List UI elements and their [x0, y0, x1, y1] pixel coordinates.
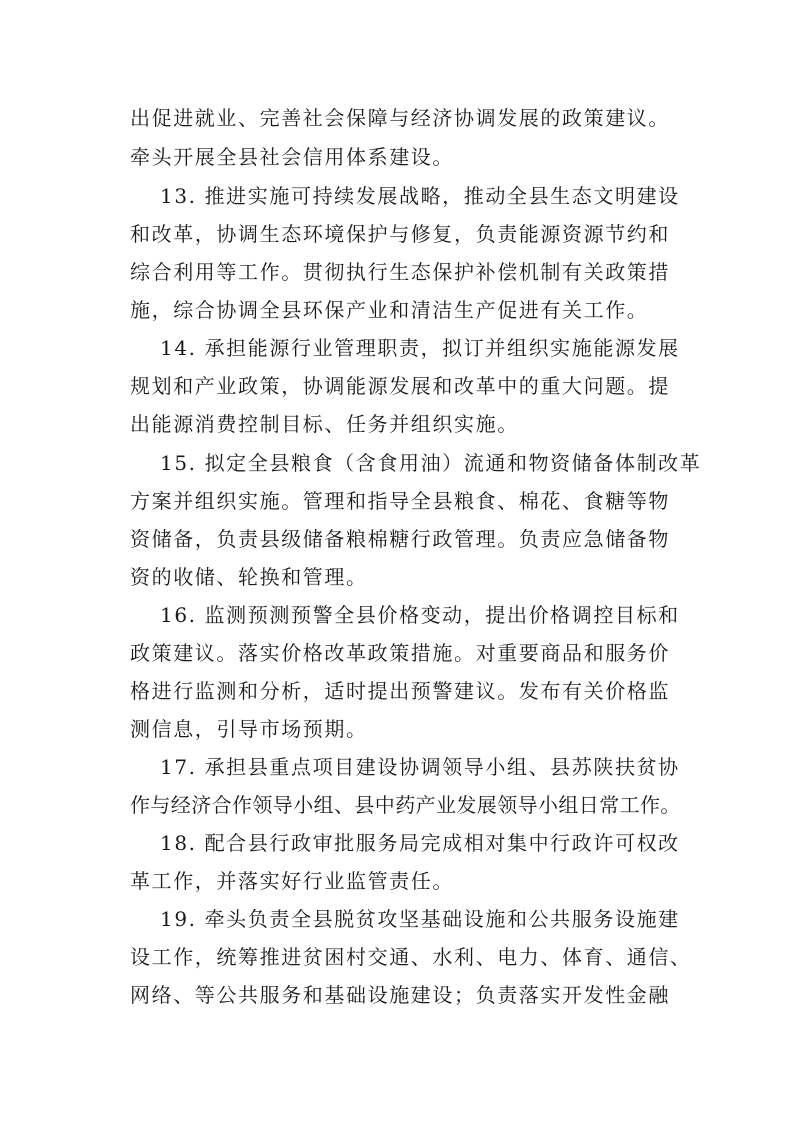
text-line: 牵头开展全县社会信用体系建设。: [130, 145, 454, 169]
text-line: 出促进就业、完善社会保障与经济协调发展的政策建议。: [130, 106, 670, 130]
text-line: 测信息，引导市场预期。: [130, 717, 368, 741]
paragraph-13-start: 13. 推进实施可持续发展战略，推动全县生态文明建设: [160, 184, 680, 208]
paragraph-14-start: 14. 承担能源行业管理职责，拟订并组织实施能源发展: [160, 336, 680, 360]
text-line: 出能源消费控制目标、任务并组织实施。: [130, 412, 519, 436]
text-line: 作与经济合作领导小组、县中药产业发展领导小组日常工作。: [130, 793, 681, 817]
paragraph-16-start: 16. 监测预测预警全县价格变动，提出价格调控目标和: [160, 603, 680, 627]
text-line: 和改革，协调生态环境保护与修复，负责能源资源节约和: [130, 222, 670, 246]
text-line: 综合利用等工作。贯彻执行生态保护补偿机制有关政策措: [130, 260, 670, 284]
paragraph-17-start: 17. 承担县重点项目建设协调领导小组、县苏陕扶贫协: [160, 755, 680, 779]
text-line: 政策建议。落实价格改革政策措施。对重要商品和服务价: [130, 641, 670, 665]
paragraph-18-start: 18. 配合县行政审批服务局完成相对集中行政许可权改: [160, 831, 680, 855]
text-line: 资储备，负责县级储备粮棉糖行政管理。负责应急储备物: [130, 527, 670, 551]
text-line: 资的收储、轮换和管理。: [130, 565, 368, 589]
text-line: 网络、等公共服务和基础设施建设；负责落实开发性金融: [130, 983, 670, 1007]
paragraph-19-start: 19. 牵头负责全县脱贫攻坚基础设施和公共服务设施建: [160, 907, 680, 931]
text-line: 施，综合协调全县环保产业和清洁生产促进有关工作。: [130, 298, 649, 322]
text-line: 方案并组织实施。管理和指导全县粮食、棉花、食糖等物: [130, 489, 670, 513]
text-line: 革工作，并落实好行业监管责任。: [130, 869, 454, 893]
text-line: 规划和产业政策，协调能源发展和改革中的重大问题。提: [130, 374, 670, 398]
text-line: 设工作，统筹推进贫困村交通、水利、电力、体育、通信、: [130, 945, 692, 969]
paragraph-15-start: 15. 拟定全县粮食（含食用油）流通和物资储备体制改革: [160, 451, 702, 475]
text-line: 格进行监测和分析，适时提出预警建议。发布有关价格监: [130, 679, 670, 703]
